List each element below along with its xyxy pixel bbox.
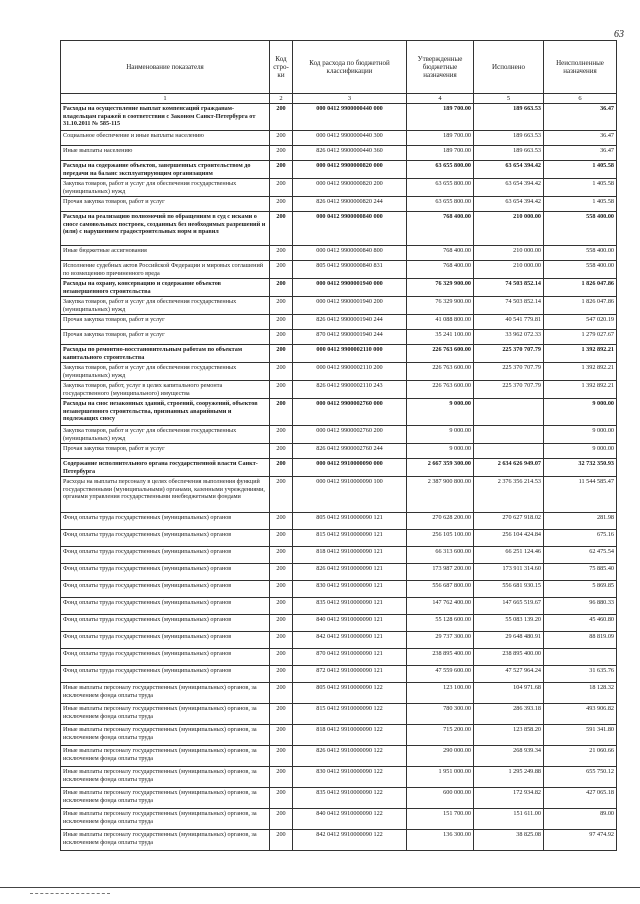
row-kbk: 840 0412 9910000090 121: [293, 615, 407, 632]
row-kbk: 000 0412 9910000090 000: [293, 459, 407, 477]
row-name: Социальное обеспечение и иные выплаты населению: [61, 131, 270, 146]
row-unexecuted: 1 405.58: [544, 161, 617, 179]
table-row: [61, 131, 617, 146]
row-kbk: 000 0412 9900000440 300: [293, 131, 407, 146]
row-code: 200: [270, 345, 293, 363]
row-executed: 29 648 480.91: [474, 632, 544, 649]
row-name: Исполнение судебных актов Российской Федерации и мировых соглашений по возмещению причиненного вреда: [61, 261, 270, 279]
table-header-row: [61, 41, 617, 94]
table-row: [61, 246, 617, 261]
row-executed: 74 503 852.14: [474, 279, 544, 297]
row-executed: 173 911 314.60: [474, 564, 544, 581]
row-name: Иные выплаты персоналу государственных (муниципальных) органов, за исключением фонда оплаты труда: [61, 788, 270, 809]
table-row: [61, 161, 617, 179]
page-number: 63: [614, 29, 624, 40]
table-row: [61, 767, 617, 788]
table-row: [61, 513, 617, 530]
row-kbk: 000 0412 9900001940 200: [293, 297, 407, 315]
table-row: [61, 788, 617, 809]
row-executed: 2 634 626 949.07: [474, 459, 544, 477]
row-executed: 189 663.53: [474, 146, 544, 161]
row-name: Иные бюджетные ассигнования: [61, 246, 270, 261]
row-executed: 38 825.08: [474, 830, 544, 851]
row-kbk: 818 0412 9910000090 122: [293, 725, 407, 746]
row-code: 200: [270, 649, 293, 666]
row-code: 200: [270, 330, 293, 345]
row-approved: 256 105 100.00: [407, 530, 474, 547]
table-row: [61, 146, 617, 161]
row-name: Фонд оплаты труда государственных (муниципальных) органов: [61, 666, 270, 683]
row-code: 200: [270, 246, 293, 261]
row-executed: 172 934.82: [474, 788, 544, 809]
row-code: 200: [270, 179, 293, 197]
row-approved: 270 628 200.00: [407, 513, 474, 530]
table-row: [61, 530, 617, 547]
row-kbk: 000 0412 9900002760 000: [293, 399, 407, 426]
row-name: Расходы на охрану, консервацию и содержание объектов незавершенного строительства: [61, 279, 270, 297]
table-row: [61, 598, 617, 615]
row-name: Фонд оплаты труда государственных (муниципальных) органов: [61, 615, 270, 632]
row-unexecuted: 1 405.58: [544, 179, 617, 197]
row-kbk: 842 0412 9910000090 122: [293, 830, 407, 851]
row-executed: [474, 426, 544, 444]
row-name: Расходы на снос незаконных зданий, строений, сооружений, объектов незавершенного строительства, признанных аварийными и подлежащих сносу: [61, 399, 270, 426]
table-row: [61, 477, 617, 513]
column-number: 2: [270, 94, 293, 104]
row-executed: 286 393.18: [474, 704, 544, 725]
row-executed: 556 681 930.15: [474, 581, 544, 598]
row-code: 200: [270, 444, 293, 459]
row-approved: 9 000.00: [407, 426, 474, 444]
row-executed: 74 503 852.14: [474, 297, 544, 315]
row-code: 200: [270, 564, 293, 581]
header-name: Наименование показателя: [61, 41, 270, 94]
row-code: 200: [270, 547, 293, 564]
row-unexecuted: 655 750.12: [544, 767, 617, 788]
row-code: 200: [270, 363, 293, 381]
row-executed: 66 251 124.46: [474, 547, 544, 564]
table-row: [61, 330, 617, 345]
row-unexecuted: 591 341.80: [544, 725, 617, 746]
row-kbk: 840 0412 9910000090 122: [293, 809, 407, 830]
row-executed: 210 000.00: [474, 261, 544, 279]
row-kbk: 826 0412 9910000090 122: [293, 746, 407, 767]
row-unexecuted: 1 826 047.86: [544, 297, 617, 315]
row-executed: 63 654 394.42: [474, 161, 544, 179]
row-executed: 225 370 707.79: [474, 345, 544, 363]
row-code: 200: [270, 197, 293, 212]
row-executed: 151 611.00: [474, 809, 544, 830]
row-name: Иные выплаты населению: [61, 146, 270, 161]
row-code: 200: [270, 581, 293, 598]
row-name: Фонд оплаты труда государственных (муниципальных) органов: [61, 581, 270, 598]
header-kbk: Код расхода по бюджетной классификации: [293, 41, 407, 94]
row-executed: 63 654 394.42: [474, 197, 544, 212]
row-approved: 66 313 600.00: [407, 547, 474, 564]
row-code: 200: [270, 767, 293, 788]
row-approved: 76 329 900.00: [407, 279, 474, 297]
row-unexecuted: 36.47: [544, 131, 617, 146]
row-executed: 33 962 072.33: [474, 330, 544, 345]
row-unexecuted: 1 279 027.67: [544, 330, 617, 345]
row-unexecuted: 89.00: [544, 809, 617, 830]
row-name: Прочая закупка товаров, работ и услуг: [61, 315, 270, 330]
table-row: [61, 581, 617, 598]
row-approved: 189 700.00: [407, 104, 474, 131]
row-name: Закупка товаров, работ и услуг для обеспечения государственных (муниципальных) нужд: [61, 426, 270, 444]
header-code: Код стро-ки: [270, 41, 293, 94]
row-unexecuted: 36.47: [544, 104, 617, 131]
row-executed: 1 295 249.88: [474, 767, 544, 788]
header-approved: Утвержденные бюджетные назначения: [407, 41, 474, 94]
row-kbk: 000 0412 9900001940 000: [293, 279, 407, 297]
row-name: Закупка товаров, работ, услуг в целях капитального ремонта государственного (муниципального) имущества: [61, 381, 270, 399]
row-kbk: 000 0412 9900002110 000: [293, 345, 407, 363]
row-approved: 768 400.00: [407, 246, 474, 261]
row-approved: 1 951 000.00: [407, 767, 474, 788]
row-kbk: 870 0412 9910000090 121: [293, 649, 407, 666]
row-approved: 226 763 600.00: [407, 363, 474, 381]
row-name: Фонд оплаты труда государственных (муниципальных) органов: [61, 649, 270, 666]
row-unexecuted: 11 544 585.47: [544, 477, 617, 513]
table-row: [61, 725, 617, 746]
row-kbk: 835 0412 9910000090 121: [293, 598, 407, 615]
row-unexecuted: 96 880.33: [544, 598, 617, 615]
row-kbk: 826 0412 9910000090 121: [293, 564, 407, 581]
row-code: 200: [270, 381, 293, 399]
column-number: 1: [61, 94, 270, 104]
row-unexecuted: 5 869.85: [544, 581, 617, 598]
row-name: Содержание исполнительного органа государственной власти Санкт-Петербурга: [61, 459, 270, 477]
row-kbk: 835 0412 9910000090 122: [293, 788, 407, 809]
row-unexecuted: 32 732 350.93: [544, 459, 617, 477]
row-kbk: 000 0412 9900000820 000: [293, 161, 407, 179]
table-row: [61, 212, 617, 246]
row-approved: 189 700.00: [407, 131, 474, 146]
row-code: 200: [270, 161, 293, 179]
row-approved: 9 000.00: [407, 444, 474, 459]
footer-dash: [30, 893, 110, 894]
table-row: [61, 399, 617, 426]
row-unexecuted: 1 392 892.21: [544, 363, 617, 381]
row-name: Иные выплаты персоналу государственных (муниципальных) органов, за исключением фонда оплаты труда: [61, 830, 270, 851]
row-code: 200: [270, 279, 293, 297]
row-name: Иные выплаты персоналу государственных (муниципальных) органов, за исключением фонда оплаты труда: [61, 767, 270, 788]
table-row: [61, 666, 617, 683]
row-approved: 2 667 359 300.00: [407, 459, 474, 477]
table-row: [61, 683, 617, 704]
row-kbk: 000 0412 9900000820 200: [293, 179, 407, 197]
row-approved: 2 387 900 800.00: [407, 477, 474, 513]
row-approved: 63 655 800.00: [407, 179, 474, 197]
row-name: Прочая закупка товаров, работ и услуг: [61, 444, 270, 459]
row-executed: 123 858.20: [474, 725, 544, 746]
row-executed: 225 370 707.79: [474, 381, 544, 399]
row-kbk: 830 0412 9910000090 122: [293, 767, 407, 788]
row-approved: 63 655 800.00: [407, 161, 474, 179]
row-code: 200: [270, 666, 293, 683]
row-approved: 173 987 200.00: [407, 564, 474, 581]
row-code: 200: [270, 426, 293, 444]
row-kbk: 815 0412 9910000090 122: [293, 704, 407, 725]
row-approved: 55 128 600.00: [407, 615, 474, 632]
row-name: Фонд оплаты труда государственных (муниципальных) органов: [61, 564, 270, 581]
row-kbk: 818 0412 9910000090 121: [293, 547, 407, 564]
row-kbk: 805 0412 9910000090 122: [293, 683, 407, 704]
row-unexecuted: 281.98: [544, 513, 617, 530]
table-row: [61, 564, 617, 581]
row-name: Иные выплаты персоналу государственных (муниципальных) органов, за исключением фонда оплаты труда: [61, 704, 270, 725]
row-kbk: 842 0412 9910000090 121: [293, 632, 407, 649]
row-unexecuted: 9 000.00: [544, 426, 617, 444]
column-number: 6: [544, 94, 617, 104]
row-code: 200: [270, 530, 293, 547]
row-executed: 210 000.00: [474, 246, 544, 261]
row-approved: 780 300.00: [407, 704, 474, 725]
row-executed: 40 541 779.81: [474, 315, 544, 330]
row-name: Иные выплаты персоналу государственных (муниципальных) органов, за исключением фонда оплаты труда: [61, 809, 270, 830]
column-number-row: [61, 94, 617, 104]
table-row: [61, 261, 617, 279]
row-kbk: 826 0412 9900002760 244: [293, 444, 407, 459]
row-executed: [474, 444, 544, 459]
row-kbk: 826 0412 9900000820 244: [293, 197, 407, 212]
budget-report-table: [60, 40, 617, 851]
row-unexecuted: 36.47: [544, 146, 617, 161]
column-number: 4: [407, 94, 474, 104]
row-approved: 715 200.00: [407, 725, 474, 746]
row-code: 200: [270, 683, 293, 704]
row-code: 200: [270, 315, 293, 330]
column-number: 3: [293, 94, 407, 104]
row-unexecuted: 493 906.82: [544, 704, 617, 725]
row-code: 200: [270, 830, 293, 851]
table-row: [61, 649, 617, 666]
row-approved: 290 000.00: [407, 746, 474, 767]
row-name: Фонд оплаты труда государственных (муниципальных) органов: [61, 513, 270, 530]
row-executed: 147 665 519.67: [474, 598, 544, 615]
row-code: 200: [270, 788, 293, 809]
row-code: 200: [270, 104, 293, 131]
row-code: 200: [270, 632, 293, 649]
footer-rule: [0, 887, 640, 888]
row-unexecuted: 75 885.40: [544, 564, 617, 581]
row-name: Расходы на выплаты персоналу в целях обеспечения выполнения функций государственными (муниципальными) органами, казенными учреждениями, органами управления государственными внебюджетными фондами: [61, 477, 270, 513]
row-kbk: 000 0412 9900000440 000: [293, 104, 407, 131]
row-name: Иные выплаты персоналу государственных (муниципальных) органов, за исключением фонда оплаты труда: [61, 683, 270, 704]
row-code: 200: [270, 131, 293, 146]
row-unexecuted: 1 405.58: [544, 197, 617, 212]
row-code: 200: [270, 615, 293, 632]
row-approved: 136 300.00: [407, 830, 474, 851]
row-unexecuted: 62 475.54: [544, 547, 617, 564]
row-unexecuted: 97 474.92: [544, 830, 617, 851]
row-name: Закупка товаров, работ и услуг для обеспечения государственных (муниципальных) нужд: [61, 179, 270, 197]
row-unexecuted: 45 460.80: [544, 615, 617, 632]
row-code: 200: [270, 513, 293, 530]
row-name: Прочая закупка товаров, работ и услуг: [61, 330, 270, 345]
row-approved: 189 700.00: [407, 146, 474, 161]
row-name: Закупка товаров, работ и услуг для обеспечения государственных (муниципальных) нужд: [61, 363, 270, 381]
table-row: [61, 197, 617, 212]
table-row: [61, 746, 617, 767]
row-executed: 268 939.34: [474, 746, 544, 767]
table-row: [61, 315, 617, 330]
row-kbk: 872 0412 9910000090 121: [293, 666, 407, 683]
row-kbk: 826 0412 9900001940 244: [293, 315, 407, 330]
row-name: Фонд оплаты труда государственных (муниципальных) органов: [61, 598, 270, 615]
row-kbk: 000 0412 9900002110 200: [293, 363, 407, 381]
row-executed: 189 663.53: [474, 131, 544, 146]
row-approved: 238 895 400.00: [407, 649, 474, 666]
row-approved: 76 329 900.00: [407, 297, 474, 315]
row-name: Иные выплаты персоналу государственных (муниципальных) органов, за исключением фонда оплаты труда: [61, 725, 270, 746]
row-code: 200: [270, 212, 293, 246]
row-approved: 35 241 100.00: [407, 330, 474, 345]
row-name: Расходы на содержание объектов, завершенных строительством до передачи на баланс эксплуатирующим организациям: [61, 161, 270, 179]
row-name: Расходы по ремонтно-восстановительным работам по объектам капитального строительства: [61, 345, 270, 363]
table-row: [61, 426, 617, 444]
row-approved: 600 000.00: [407, 788, 474, 809]
row-code: 200: [270, 477, 293, 513]
row-executed: 47 527 964.24: [474, 666, 544, 683]
row-unexecuted: 1 826 047.86: [544, 279, 617, 297]
table-row: [61, 704, 617, 725]
row-kbk: 826 0412 9900002110 243: [293, 381, 407, 399]
row-name: Расходы на осуществление выплат компенсаций гражданам-владельцам гаражей в соответствии с Законом Санкт-Петербурга от 31.10.2011 № 585-115: [61, 104, 270, 131]
table-row: [61, 809, 617, 830]
row-unexecuted: 427 065.18: [544, 788, 617, 809]
row-approved: 47 559 600.00: [407, 666, 474, 683]
row-name: Фонд оплаты труда государственных (муниципальных) органов: [61, 547, 270, 564]
row-approved: 226 763 600.00: [407, 381, 474, 399]
row-name: Прочая закупка товаров, работ и услуг: [61, 197, 270, 212]
row-unexecuted: [544, 649, 617, 666]
table-row: [61, 547, 617, 564]
row-executed: 238 895 400.00: [474, 649, 544, 666]
row-approved: 556 687 800.00: [407, 581, 474, 598]
row-kbk: 826 0412 9900000440 360: [293, 146, 407, 161]
row-executed: 225 370 707.79: [474, 363, 544, 381]
row-name: Расходы на реализацию полномочий по обращениям в суд с исками о сносе самовольных построек, созданных без необходимых разрешений и (или) с нарушением градостроительных норм и правил: [61, 212, 270, 246]
row-code: 200: [270, 459, 293, 477]
row-name: Иные выплаты персоналу государственных (муниципальных) органов, за исключением фонда оплаты труда: [61, 746, 270, 767]
row-kbk: 000 0412 9900002760 200: [293, 426, 407, 444]
row-executed: 189 663.53: [474, 104, 544, 131]
table-row: [61, 632, 617, 649]
row-executed: 2 376 356 214.53: [474, 477, 544, 513]
header-unexecuted: Неисполненные назначения: [544, 41, 617, 94]
row-code: 200: [270, 598, 293, 615]
row-code: 200: [270, 261, 293, 279]
row-name: Фонд оплаты труда государственных (муниципальных) органов: [61, 530, 270, 547]
row-approved: 151 700.00: [407, 809, 474, 830]
row-code: 200: [270, 146, 293, 161]
row-approved: 768 400.00: [407, 212, 474, 246]
row-unexecuted: 18 128.32: [544, 683, 617, 704]
row-executed: 63 654 394.42: [474, 179, 544, 197]
row-approved: 41 088 800.00: [407, 315, 474, 330]
table-row: [61, 363, 617, 381]
row-approved: 29 737 300.00: [407, 632, 474, 649]
row-kbk: 815 0412 9910000090 121: [293, 530, 407, 547]
table-row: [61, 459, 617, 477]
table-row: [61, 279, 617, 297]
row-code: 200: [270, 725, 293, 746]
row-executed: 55 083 139.20: [474, 615, 544, 632]
row-unexecuted: 558 400.00: [544, 212, 617, 246]
row-code: 200: [270, 399, 293, 426]
table-row: [61, 615, 617, 632]
row-code: 200: [270, 746, 293, 767]
row-kbk: 000 0412 9910000090 100: [293, 477, 407, 513]
row-executed: 210 000.00: [474, 212, 544, 246]
row-executed: [474, 399, 544, 426]
row-unexecuted: 675.16: [544, 530, 617, 547]
table-row: [61, 444, 617, 459]
row-kbk: 805 0412 9910000090 121: [293, 513, 407, 530]
row-kbk: 000 0412 9900000840 800: [293, 246, 407, 261]
table-row: [61, 179, 617, 197]
row-unexecuted: 558 400.00: [544, 261, 617, 279]
row-code: 200: [270, 809, 293, 830]
table-row: [61, 297, 617, 315]
table-row: [61, 345, 617, 363]
row-code: 200: [270, 704, 293, 725]
row-executed: 256 104 424.84: [474, 530, 544, 547]
row-kbk: 000 0412 9900000840 000: [293, 212, 407, 246]
row-code: 200: [270, 297, 293, 315]
row-unexecuted: 9 000.00: [544, 399, 617, 426]
row-kbk: 830 0412 9910000090 121: [293, 581, 407, 598]
row-approved: 63 655 800.00: [407, 197, 474, 212]
row-approved: 9 000.00: [407, 399, 474, 426]
column-number: 5: [474, 94, 544, 104]
row-approved: 123 100.00: [407, 683, 474, 704]
table-row: [61, 381, 617, 399]
row-executed: 270 627 918.02: [474, 513, 544, 530]
table-row: [61, 104, 617, 131]
row-kbk: 870 0412 9900001940 244: [293, 330, 407, 345]
row-unexecuted: 88 819.09: [544, 632, 617, 649]
header-executed: Исполнено: [474, 41, 544, 94]
row-kbk: 805 0412 9900000840 831: [293, 261, 407, 279]
row-unexecuted: 9 000.00: [544, 444, 617, 459]
row-unexecuted: 21 060.66: [544, 746, 617, 767]
row-unexecuted: 31 635.76: [544, 666, 617, 683]
row-unexecuted: 1 392 892.21: [544, 345, 617, 363]
row-executed: 104 971.68: [474, 683, 544, 704]
row-name: Фонд оплаты труда государственных (муниципальных) органов: [61, 632, 270, 649]
row-unexecuted: 558 400.00: [544, 246, 617, 261]
row-approved: 147 762 400.00: [407, 598, 474, 615]
row-approved: 768 400.00: [407, 261, 474, 279]
row-name: Закупка товаров, работ и услуг для обеспечения государственных (муниципальных) нужд: [61, 297, 270, 315]
table-row: [61, 830, 617, 851]
row-approved: 226 763 600.00: [407, 345, 474, 363]
row-unexecuted: 547 020.19: [544, 315, 617, 330]
row-unexecuted: 1 392 892.21: [544, 381, 617, 399]
